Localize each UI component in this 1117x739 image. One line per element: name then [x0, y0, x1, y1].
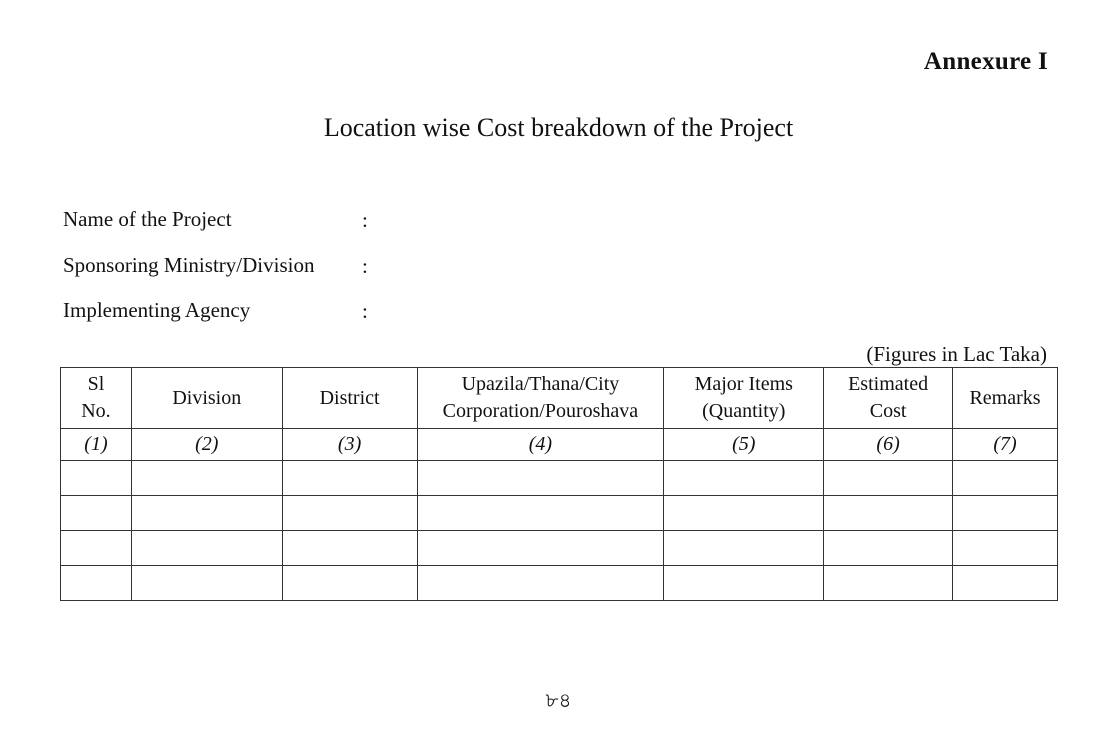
table-cell — [282, 461, 417, 496]
table-cell — [953, 566, 1058, 601]
header-division — [131, 368, 282, 429]
header-line: Corporation/Pouroshava — [442, 400, 639, 422]
implementing-agency-label: Implementing Agency — [63, 298, 251, 322]
column-number: (5) — [664, 429, 824, 461]
table-cell — [282, 496, 417, 531]
column-number: (4) — [417, 429, 664, 461]
header-line: Division — [172, 386, 242, 409]
table-cell — [282, 566, 417, 601]
table-cell — [953, 461, 1058, 496]
project-name-colon: : — [362, 208, 368, 232]
table-cell — [417, 531, 664, 566]
header-upazila — [417, 368, 664, 429]
table-row — [61, 566, 1058, 601]
implementing-agency-colon: : — [362, 299, 368, 323]
table-cell — [131, 566, 282, 601]
table-row — [61, 531, 1058, 566]
table-cell — [824, 531, 953, 566]
table-cell — [664, 566, 824, 601]
header-line: Cost — [869, 400, 907, 422]
header-line: District — [319, 386, 380, 409]
document-title: Location wise Cost breakdown of the Project — [323, 113, 794, 142]
table-cell — [664, 531, 824, 566]
table-cell — [61, 461, 132, 496]
header-district — [282, 368, 417, 429]
table-cell — [417, 496, 664, 531]
header-line: No. — [81, 400, 111, 422]
table-cell — [131, 496, 282, 531]
table-cell — [61, 496, 132, 531]
figures-unit-note: (Figures in Lac Taka) — [866, 342, 1047, 366]
annexure-label: Annexure I — [923, 48, 1048, 75]
header-line: Sl — [87, 373, 105, 395]
table-row — [61, 496, 1058, 531]
table-cell — [953, 496, 1058, 531]
table-cell — [417, 566, 664, 601]
column-number: (3) — [282, 429, 417, 461]
table-cell — [417, 461, 664, 496]
table-cell — [131, 531, 282, 566]
header-sl-no — [61, 368, 132, 429]
page-number: ৮৪ — [545, 688, 572, 712]
table-row — [61, 461, 1058, 496]
table-cell — [824, 461, 953, 496]
cost-breakdown-table — [60, 367, 1058, 601]
table-cell — [131, 461, 282, 496]
header-line: Major Items — [694, 373, 793, 395]
sponsoring-ministry-label: Sponsoring Ministry/Division — [63, 253, 315, 277]
table-header-row — [61, 368, 1058, 429]
table-cell — [61, 531, 132, 566]
header-line: Remarks — [969, 386, 1041, 409]
column-number: (1) — [61, 429, 132, 461]
column-number: (7) — [953, 429, 1058, 461]
header-line: Upazila/Thana/City — [461, 373, 620, 395]
header-line: Estimated — [848, 373, 929, 395]
header-line: (Quantity) — [702, 400, 786, 422]
header-estimated-cost — [824, 368, 953, 429]
header-remarks — [953, 368, 1058, 429]
table-cell — [824, 496, 953, 531]
column-number-row — [61, 429, 1058, 461]
header-major-items — [664, 368, 824, 429]
table-cell — [664, 496, 824, 531]
table-cell — [61, 566, 132, 601]
project-name-label: Name of the Project — [63, 207, 232, 231]
table-cell — [824, 566, 953, 601]
table-cell — [664, 461, 824, 496]
table-cell — [282, 531, 417, 566]
sponsoring-ministry-colon: : — [362, 254, 368, 278]
column-number: (2) — [131, 429, 282, 461]
column-number: (6) — [824, 429, 953, 461]
table-cell — [953, 531, 1058, 566]
